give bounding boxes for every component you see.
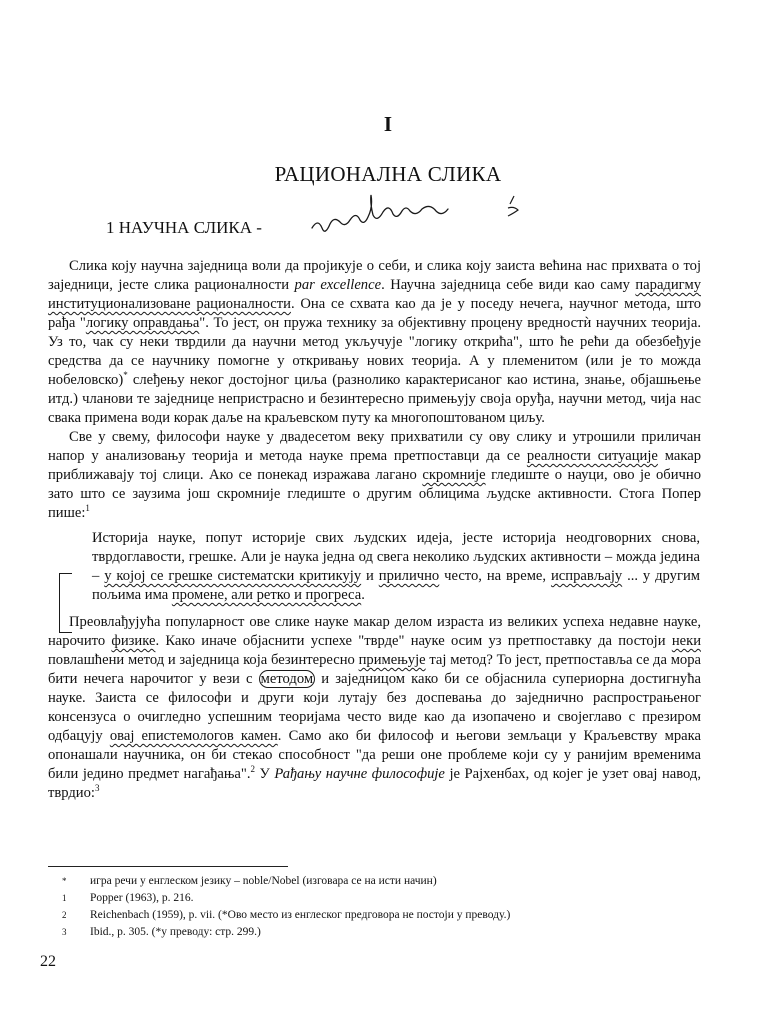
footnote-divider (48, 866, 288, 867)
footnote-ref: 2 (250, 764, 255, 775)
footnote-text: игра речи у енглеском језику – noble/Nobel (изговара се на исти начин) (90, 875, 437, 887)
underlined-text: исправљају (550, 568, 623, 584)
text-run: повлашћени метод и заједница која безинтересно (48, 652, 359, 668)
page-number: 22 (40, 953, 56, 970)
section-heading: 1 НАУЧНА СЛИКА - (106, 218, 262, 237)
pen-annotation (282, 192, 542, 246)
body-text (48, 257, 701, 803)
footnotes (62, 873, 702, 941)
circled-text: методом (260, 671, 314, 687)
underlined-text: овај епистемологов камен (109, 728, 278, 744)
footnote-text: Reichenbach (1959), p. vii. (*Ово место из енглеског предговора не постоји у преводу.) (90, 909, 511, 921)
underlined-text: скромније (422, 467, 486, 483)
underlined-text: логику оправдања (85, 315, 200, 331)
chapter-number: I (383, 112, 393, 136)
underlined-text: институционализоване рационалности (48, 296, 291, 312)
text-run: гледиште о науци, ово је обично зато што се заузима још скромније гледиште о другим облицима људске активности. Стога Попер пише: (48, 467, 701, 521)
text-run: Историја науке, попут историје свих људских идеја, јесте историја неодговорних снова, тврдоглавости, грешке. Али је наука једна од свега неколико људских активности – можда једина – (92, 530, 700, 584)
chapter-title: РАЦИОНАЛНА СЛИКА (274, 162, 502, 186)
underlined-text: у којој се грешке систематски критикују (104, 568, 362, 584)
footnote (62, 907, 702, 924)
footnote-ref: 3 (94, 783, 100, 794)
text-run: ". То јест, он пружа технику за објективну процену вредностѝ научних теорија. Уз то, чак су неки тврдили да научни метод укључује "логику открића", што ће рећи да обезбеђује средства да се научнику помогне у откривању нових теорија. А у племенитом (или је то можда нобеловско) (48, 315, 701, 388)
footnote-mark: 3 (62, 927, 67, 937)
text-run: макар приближавају тој слици. Ако се понекад изражава лагано (48, 448, 701, 483)
footnote-text: Ibid., p. 305. (*у преводу: стр. 299.) (90, 926, 261, 938)
text-run: . Она се схвата као да је у поседу нечега, научног метода, што рађа " (48, 296, 701, 331)
text-run: Преовлађујућа популарност ове слике науке макар делом израста из великих успеха недавне науке, нарочито (48, 614, 701, 649)
underlined-text: примењује (358, 652, 426, 668)
underlined-text: промене, али ретко и прогреса (171, 587, 362, 603)
block-quote (92, 529, 700, 605)
text-run: . Само ако би философ и његови земљаци у Краљевству мрака опонашали научника, он би стекао способност "да реши оне проблеме који су у ранијим временима били једино предмет нагађања". (48, 728, 701, 782)
underlined-text: реалности ситуације (526, 448, 658, 464)
text-run: ... у другим пољима има (92, 568, 700, 603)
italic-text: Рађању научне философије (274, 766, 445, 782)
footnote (62, 890, 702, 907)
text-run: . Како иначе објаснити успехе "тврде" науке осим уз претпоставку да постоји (155, 633, 672, 649)
paragraph (48, 613, 701, 803)
text-run: . (361, 587, 365, 603)
footnote-text: Popper (1963), p. 216. (90, 892, 194, 904)
footnote-ref: * (123, 370, 128, 381)
underlined-text: физике (111, 633, 156, 649)
text-run: тај метод? То јест, претпоставља се да мора бити нечега нарочитог у вези с (48, 652, 701, 687)
footnote-mark: * (62, 876, 67, 886)
text-run: је Рајхенбах, од којег је узет овај навод, тврдио: (48, 766, 701, 801)
text-run: Слика коју научна заједница воли да пројикује о себи, и слика коју заиста већина нас прихвата о тој заједници, јесте слика рационалности (48, 258, 701, 293)
paragraph (48, 257, 701, 428)
footnote (62, 924, 702, 941)
footnote-ref: 1 (85, 503, 90, 514)
underlined-text: парадигму (635, 277, 701, 293)
text-run: често, на време, (439, 568, 551, 584)
footnote (62, 873, 702, 890)
text-run: . Научна заједница себе види као саму (381, 277, 636, 293)
text-run: слеђењу неког достојног циља (разнолико карактерисаног као истина, знање, објашњење итд.) чланови те заједнице непристрасно и безинтересно примењују своја оруђа, научни метод, чија нас свака примена води корак даље на краљевском путу ка многопоштованом циљу. (48, 372, 701, 426)
paragraph (48, 428, 701, 523)
text-run: и (361, 568, 379, 584)
italic-text: par excellence (294, 277, 382, 293)
underlined-text: прилично (378, 568, 440, 584)
underlined-text: неки (671, 633, 701, 649)
footnote-mark: 2 (62, 910, 67, 920)
text-run: У (254, 766, 275, 782)
margin-bracket-mark (59, 573, 72, 633)
text-run: Све у свему, философи науке у двадесетом веку прихватили су ову слику и утрошили приличан напор у анализовању теорија и метода науке према претпоставци да се (48, 429, 701, 464)
footnote-mark: 1 (62, 893, 67, 903)
text-run: и заједницом како би се објаснила супериорна достигнућа науке. Заиста се философи и други који лутају без доспевања до заједнично распрострањеног консензуса о очигледно успешним теоријама често виде као да изопачено и својеглаво с презиром одбацују (48, 671, 702, 744)
